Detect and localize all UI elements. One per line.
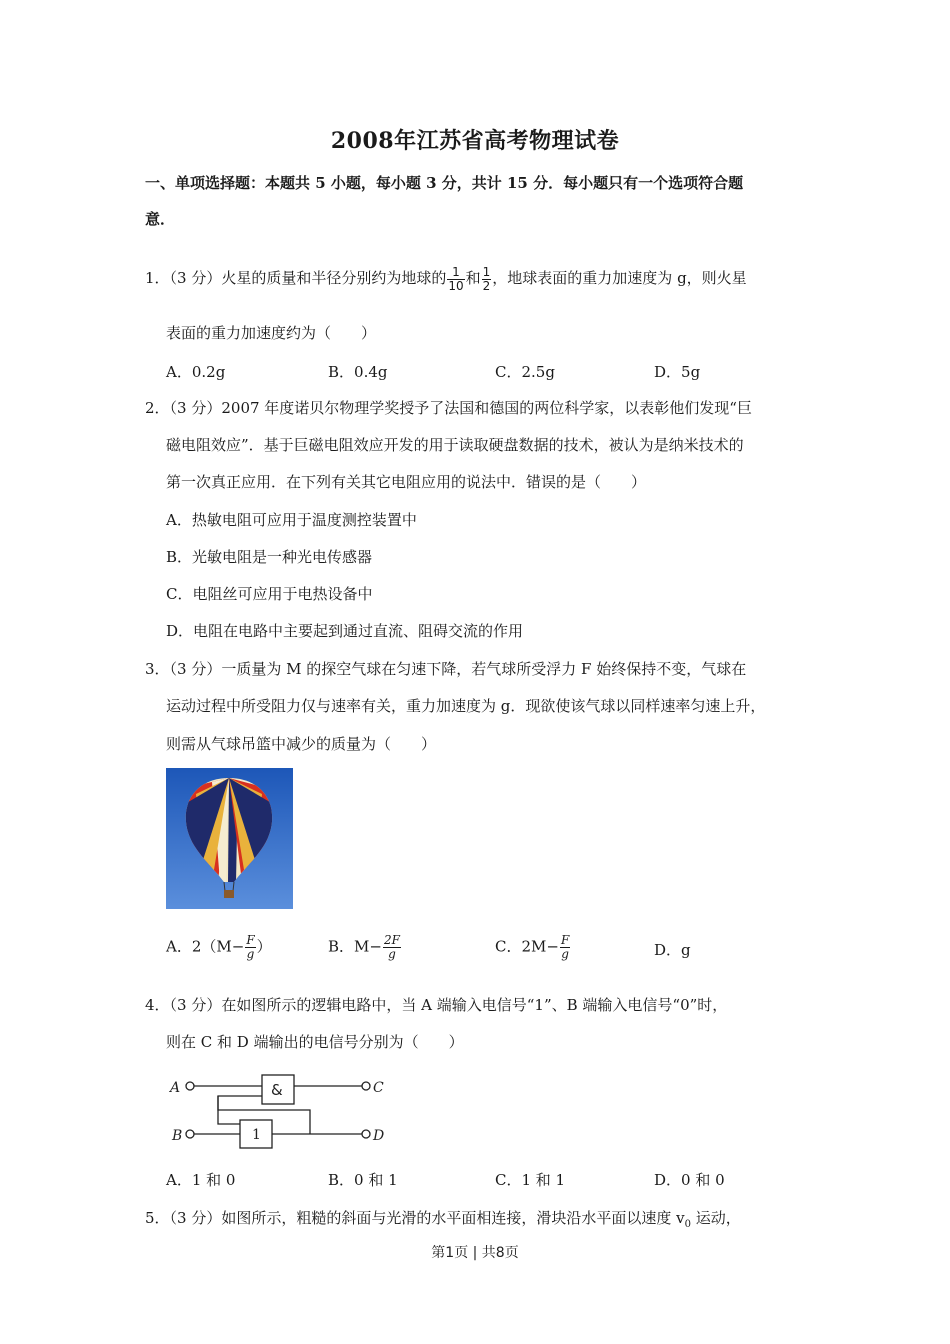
question-1-line1: 1．（3 分）火星的质量和半径分别约为地球的 $\frac{1}{10}$ 和 $\frac{1}{2}$ ，地球表面的重力加速度为 g，则火星 xyxy=(145,264,747,293)
circuit-label-b: B xyxy=(172,1128,183,1144)
question-5-line1: 5．（3 分）如图所示，粗糙的斜面与光滑的水平面相连接，滑块沿水平面以速度 $v_0$ 运动， xyxy=(145,1209,741,1230)
section-heading xyxy=(145,165,810,237)
section-heading-line1: 一、单项选择题：本题共 5 小题，每小题 3 分，共计 15 分．每小题只有一个选项符合题 xyxy=(145,174,744,192)
q3-option-b[interactable]: B．M− $\frac{2F}{g}$ xyxy=(328,933,400,961)
q2-option-b[interactable]: B．光敏电阻是一种光电传感器 xyxy=(166,548,373,566)
question-4-line1: 4．（3 分）在如图所示的逻辑电路中，当 A 端输入电信号“1”、B 端输入电信号“0”时， xyxy=(145,996,728,1014)
question-1-line2: 表面的重力加速度约为（ ） xyxy=(166,324,377,342)
q3-option-d[interactable]: D．g xyxy=(654,941,691,959)
circuit-label-a: A xyxy=(170,1080,181,1096)
fraction-f-over-g: $\frac{F}{g}$ xyxy=(246,933,255,961)
question-3-line3: 则需从气球吊篮中减少的质量为（ ） xyxy=(166,735,437,753)
q1-option-b[interactable]: B．0.4g xyxy=(328,363,388,381)
logic-circuit-diagram xyxy=(168,1070,398,1150)
fraction-2f-over-g: $\frac{2F}{g}$ xyxy=(383,933,400,961)
circuit-label-c: C xyxy=(373,1080,384,1096)
q3-option-a[interactable]: A．2（M− $\frac{F}{g}$ ） xyxy=(166,933,272,961)
q1-option-a[interactable]: A．0.2g xyxy=(166,363,226,381)
q2-option-d[interactable]: D．电阻在电路中主要起到通过直流、阻碍交流的作用 xyxy=(166,622,524,640)
q4-option-b[interactable]: B．0 和 1 xyxy=(328,1171,398,1189)
question-4-line2: 则在 C 和 D 端输出的电信号分别为（ ） xyxy=(166,1033,464,1051)
fraction-one-half: $\frac{1}{2}$ xyxy=(482,264,491,293)
section-heading-line2: 意． xyxy=(145,210,176,228)
fraction-f-over-g: $\frac{F}{g}$ xyxy=(560,933,570,961)
question-2-line1: 2．（3 分）2007 年度诺贝尔物理学奖授予了法国和德国的两位科学家，以表彰他们发现“巨 xyxy=(145,399,752,417)
or-gate-symbol: 1 xyxy=(252,1127,261,1143)
q2-option-a[interactable]: A．热敏电阻可应用于温度测控装置中 xyxy=(166,511,417,529)
circuit-label-d: D xyxy=(373,1128,385,1144)
question-2-line2: 磁电阻效应”．基于巨磁电阻效应开发的用于读取硬盘数据的技术，被认为是纳米技术的 xyxy=(166,436,744,454)
q4-option-a[interactable]: A．1 和 0 xyxy=(166,1171,236,1189)
hot-air-balloon-image xyxy=(166,768,293,909)
fraction-one-tenth: $\frac{1}{10}$ xyxy=(448,264,464,293)
q1-option-d[interactable]: D．5g xyxy=(654,363,701,381)
question-3-line2: 运动过程中所受阻力仅与速率有关，重力加速度为 g．现欲使该气球以同样速率匀速上升， xyxy=(166,697,766,715)
q1-option-c[interactable]: C．2.5g xyxy=(495,363,555,381)
question-2-line3: 第一次真正应用．在下列有关其它电阻应用的说法中．错误的是（ ） xyxy=(166,473,647,491)
q4-option-d[interactable]: D．0 和 0 xyxy=(654,1171,725,1189)
page-footer: 第1页 | 共8页 xyxy=(431,1245,519,1261)
question-1 xyxy=(145,260,810,297)
question-3-line1: 3．（3 分）一质量为 M 的探空气球在匀速下降，若气球所受浮力 F 始终保持不变，气球在 xyxy=(145,660,747,678)
page-title: 2008年江苏省高考物理试卷 xyxy=(330,128,620,154)
q2-option-c[interactable]: C．电阻丝可应用于电热设备中 xyxy=(166,585,373,603)
q4-option-c[interactable]: C．1 和 1 xyxy=(495,1171,566,1189)
q3-option-c[interactable]: C．2M− $\frac{F}{g}$ xyxy=(495,933,570,961)
and-gate-symbol: & xyxy=(271,1081,283,1099)
